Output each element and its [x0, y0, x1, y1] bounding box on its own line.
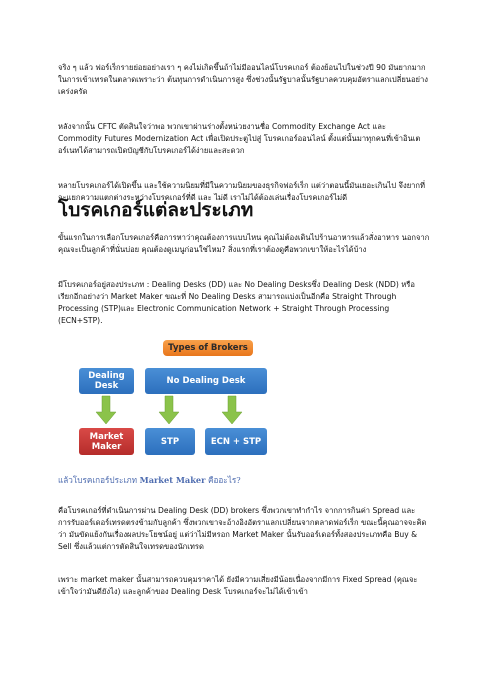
dealing-desk-box: Dealing Desk [79, 368, 134, 394]
paragraph-many-brokers: หลายโบรคเกอร์ได้เปิดขึ้น และใช้ความนิยมที่มีในความนิยมของธุรกิจฟอร์เร็ก แต่ว่าตอนนี้มันเยอะเกินไป จึงยากที่จะแยกความแตกต่างระหว่างโบรคเกอร์ที่ดี และ ไม่ดี เราไม่ได้ต้องเล่นเรื่องโบรคเกอร์ไม่ดี [58, 181, 426, 202]
paragraph-choose-broker: ขั้นแรกในการเลือกโบรคเกอร์คือการหาว่าคุณต้องการแบบไหน คุณไม่ต้องเดินไปร้านอาหารแล้วสั่งอาหาร นอกจากคุณจะเป็นลูกค้าที่นั่นบ่อย คุณต้องดูเมนูก่อนใช่ไหม? สิ่งแรกที่เราต้องดูคือพวกเขาให้อะไรได้บ้าง [58, 233, 430, 254]
subheading-market-maker: Market Maker [139, 475, 206, 485]
subheading-tail: คืออะไร? [205, 475, 241, 485]
arrow-down-icon [222, 396, 242, 424]
paragraph-broker-types: มีโบรคเกอร์อยู่สองประเภท : Dealing Desks (DD) และ No Dealing Desksซึ่ง Dealing Desk (NDD) หรือเรียกอีกอย่างว่า Market Maker ขณะที่ No Dealing Desks สามารถแบ่งเป็นอีกคือ Straight Through Processing (STP)และ Electronic Communication Network + Straight Through Processing (ECN+STP). [58, 280, 415, 325]
diagram-title-box: Types of Brokers [163, 340, 253, 356]
ecn-stp-box: ECN + STP [205, 428, 267, 455]
section-heading: โบรคเกอร์แต่ละประเภท [58, 199, 254, 221]
paragraph-cftc: หลังจากนั้น CFTC ตัดสินใจว่าพอ พวกเขาผ่านร่างตั้งหน่วยงานชื่อ Commodity Exchange Act และ Commodity Futures Modernization Act เพื่อเปิดประตูไปสู่ โบรคเกอร์ออนไลน์ ตั้งแต่นั้นมาทุกคนที่เข้าอินเตอร์เนทได้สามารถเปิดบัญชีกับโบรคเกอร์ได้ง่ายและสะดวก [58, 122, 421, 155]
no-dealing-desk-box: No Dealing Desk [145, 368, 267, 394]
arrow-down-icon [96, 396, 116, 424]
market-maker-subheading [58, 474, 241, 486]
paragraph-history: จริง ๆ แล้ว ฟอร์เร็กรายย่อยอย่างเรา ๆ คงไม่เกิดขึ้นถ้าไม่มีออนไลน์โบรคเกอร์ ต้องย้อนไปในช่วงปี 90 มันยากมากในการเข้าเทรดในตลาดเพราะว่า ต้นทุนการดำเนินการสูง ซึ่งช่วงนั้นรัฐบาลนั้นรัฐบาลควบคุมอัตราแลกเปลี่ยนอย่างเคร่งครัด [58, 63, 428, 96]
subheading-thai: แล้วโบรคเกอร์ประเภท [58, 475, 140, 485]
paragraph-market-maker: คือโบรคเกอร์ที่ดำเนินการผ่าน Dealing Desk (DD) brokers ซึ่งพวกเขาทำกำไร จากการกินค่า Spread และ การรับออร์เดอร์เทรดตรงข้ามกับลูกค้า ซึ่งพวกเขาจะอ้างอิงอัตราแลกเปลี่ยนจากตลาดฟอร์เร็ก ขณะนี้คุณอาจจะคิดว่า มันขัดแย้งกันเรื่องผลประโยชน์อยู่ แต่ว่าไม่มีหรอก Market Maker นั้นรับออร์เดอร์ทั้งสองประเภทคือ Buy & Sell ซึ่งแล้วแต่การตัดสินใจเทรดของนักเทรด [58, 506, 427, 551]
paragraph-fixed-spread: เพราะ market maker นั้นสามารถควบคุมราคาได้ ยังมีความเสี่ยงมีน้อยเนื่องจากมีการ Fixed Spread (คุณจะเข้าใจว่ามันดียังไง) และลูกค้าของ Dealing Desk โบรคเกอร์จะไม่ได้เข้าเข้า [58, 575, 418, 596]
arrow-down-icon [159, 396, 179, 424]
stp-box: STP [145, 428, 195, 455]
market-maker-box: Market Maker [79, 428, 134, 455]
